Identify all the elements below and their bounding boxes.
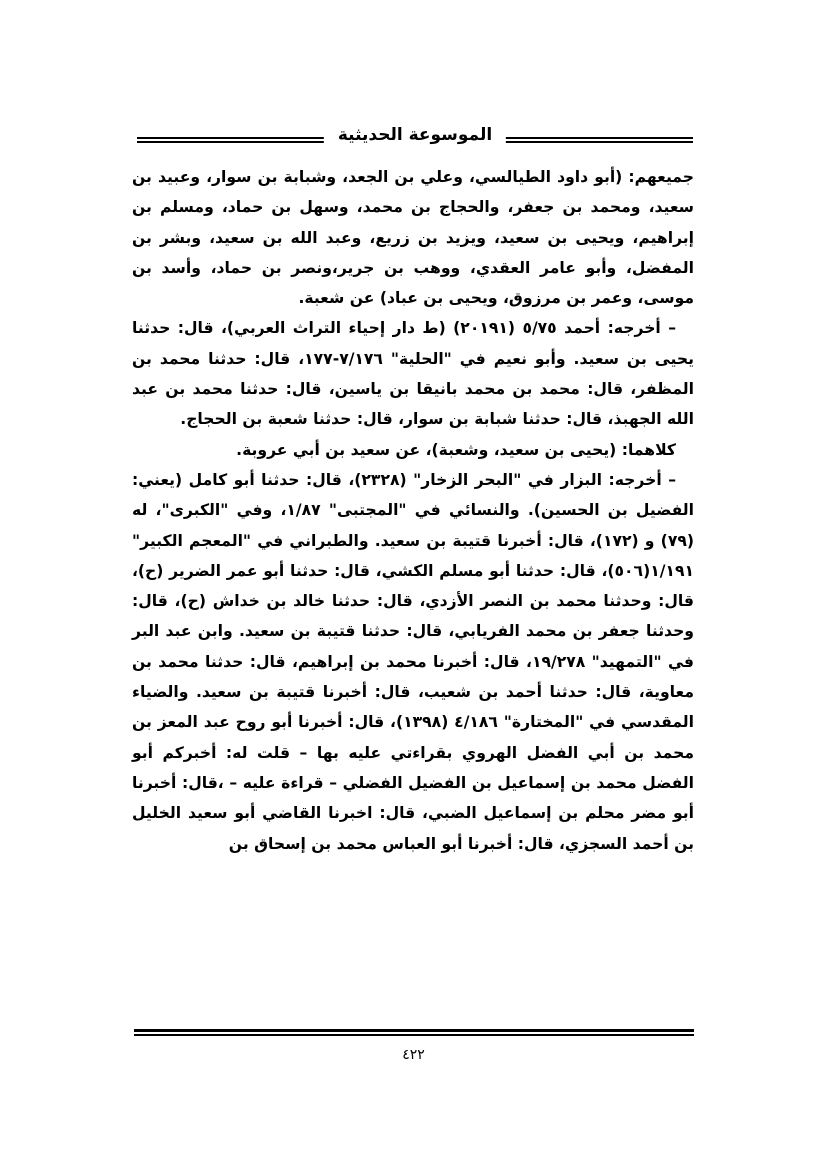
running-header: [137, 124, 693, 154]
paragraph-narrators: جميعهم: (أبو داود الطيالسي، وعلي بن الجعد، وشبابة بن سوار، وعبيد بن سعيد، ومحمد بن جعفر، والحجاج بن محمد، وسهل بن حماد، ومسلم بن إبراهيم، ويحيى بن سعيد، ويزيد بن زريع، وعبد الله بن سعيد، وبشر بن المفضل، وأبو عامر العقدي، ووهب بن جرير،ونصر بن حماد، وأسد بن موسى، وعمر بن مرزوق، ويحيى بن عباد) عن شعبة.: [132, 168, 694, 308]
footer-rule: [134, 1029, 694, 1036]
page-number: ٤٢٢: [402, 1047, 425, 1063]
header-title: الموسوعة الحديثية: [324, 124, 506, 146]
header-rule-right: [478, 137, 693, 143]
paragraph-takhrij-ahmad: – أخرجه: أحمد ٥/٧٥ (٢٠١٩١) (ط دار إحياء التراث العربي)، قال: حدثنا يحيى بن سعيد. وأبو نعيم في "الحلية" ٧/١٧٦-١٧٧، قال: حدثنا محمد بن المظفر، قال: محمد بن محمد بانيقا بن ياسين، قال: حدثنا محمد بن عبد الله الجهبذ، قال: حدثنا شبابة بن سوار، قال: حدثنا شعبة بن الحجاج.: [132, 319, 694, 429]
paragraph-takhrij-bazzar: – أخرجه: البزار في "البحر الزخار" (٢٣٢٨)، قال: حدثنا أبو كامل (يعني: الفضيل بن الحسين). والنسائي في "المجتبى" ١/٨٧، وفي "الكبرى"، له (٧٩) و (١٧٢)، قال: أخبرنا قتيبة بن سعيد. والطبراني في "المعجم الكبير" ١/١٩١(٥٠٦)، قال: حدثنا أبو مسلم الكشي، قال: حدثنا أبو عمر الضرير (ح)، قال: وحدثنا محمد بن النصر الأزدي، قال: حدثنا خالد بن خداش (ح)، قال: وحدثنا جعفر بن محمد الفريابي، قال: حدثنا قتيبة بن سعيد. وابن عبد البر في "التمهيد" ١٩/٢٧٨، قال: أخبرنا محمد بن إبراهيم، قال: حدثنا محمد بن معاوية، قال: حدثنا أحمد بن شعيب، قال: أخبرنا قتيبة بن سعيد. والضياء المقدسي في "المختارة" ٤/١٨٦ (١٣٩٨)، قال: أخبرنا أبو روح عبد المعز بن محمد بن أبي الفضل الهروي بقراءتي عليه بها – قلت له: أخبركم أبو الفضل محمد بن إسماعيل بن الفضيل الفضلي – قراءة عليه – ،قال: أخبرنا أبو مضر محلم بن إسماعيل الضبي، قال: اخبرنا القاضي أبو سعيد الخليل بن أحمد السجزي، قال: أخبرنا أبو العباس محمد بن إسحاق بن: [132, 470, 695, 853]
header-rule-left: [137, 137, 333, 143]
body-text: [132, 162, 694, 859]
paragraph-summary: كلاهما: (يحيى بن سعيد، وشعبة)، عن سعيد بن أبي عروبة.: [236, 440, 676, 459]
